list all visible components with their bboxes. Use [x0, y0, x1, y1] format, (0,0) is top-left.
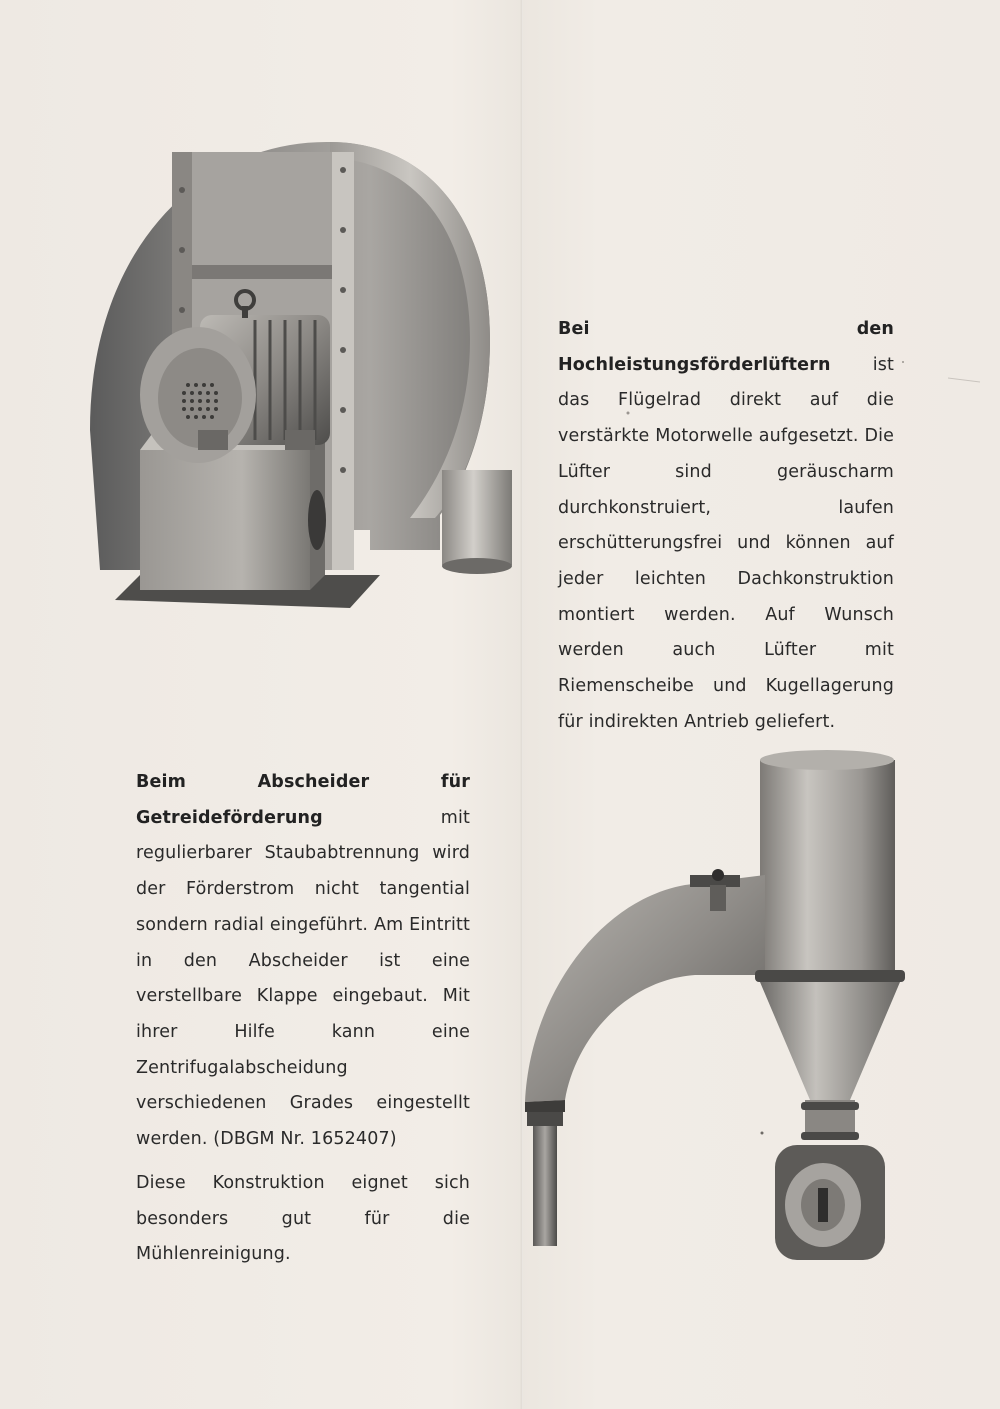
separator-body: mit regulierbarer Staubabtrennung wird der Förderstrom nicht tangential sondern radial eingeführt. Am Eintritt in den Abscheider ist eine verstellbare Klappe eingebaut. Mit ihrer Hilfe kann eine Zentrifugalabscheidung verschiedenen Grades eingestellt werden. (DBGM Nr. 1652407): [136, 807, 470, 1150]
fan-body: ist das Flügelrad direkt auf die verstärkte Motorwelle aufgesetzt. Die Lüfter sind geräuscharm durchkonstruiert, laufen erschütterungsfrei und können auf jeder leichten Dachkonstruktion montiert werden. Auf Wunsch werden auch Lüfter mit Riemenscheibe und Kugellagerung für indirekten Antrieb geliefert.: [558, 354, 894, 732]
separator-note: Diese Konstruktion eignet sich besonders gut für die Mühlenreinigung.: [136, 1173, 470, 1265]
fan-heading: Bei den Hochleistungsförderlüftern: [558, 319, 894, 375]
separator-heading: Beim Abscheider für Getreideförderung: [136, 772, 470, 828]
